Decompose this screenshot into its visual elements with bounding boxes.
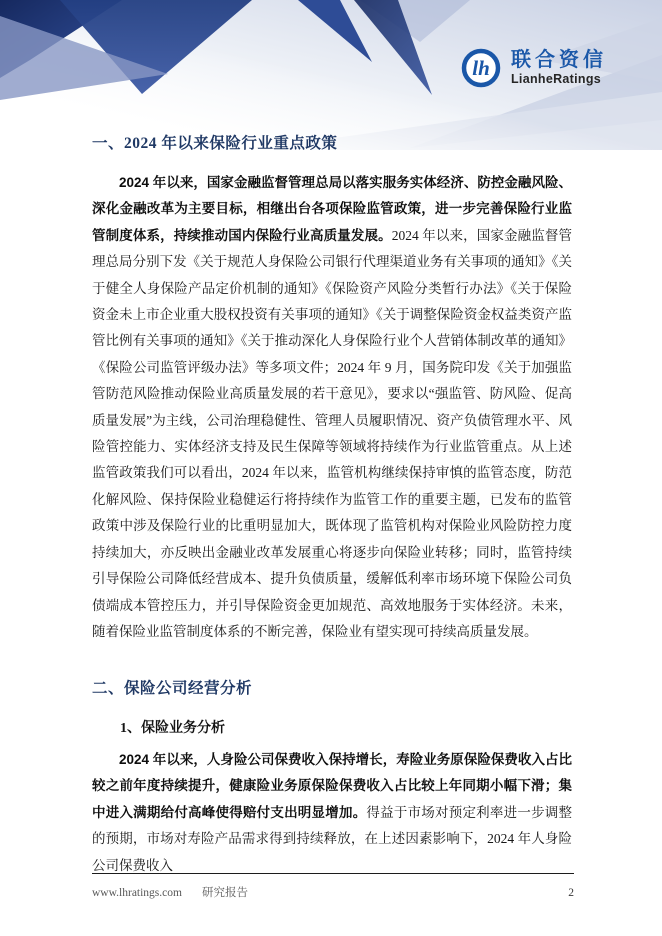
section-2-paragraph [92, 747, 572, 879]
logo-english-name: LianheRatings [511, 72, 602, 87]
page-footer [92, 884, 574, 900]
page-number: 2 [568, 887, 574, 899]
company-logo [460, 47, 607, 89]
footer-separator [92, 873, 574, 874]
svg-text:lh: lh [472, 56, 490, 80]
footer-report-label: 研究报告 [201, 887, 248, 899]
section-2-paragraph-bold-text: 2024 年以来，人身险公司保费收入保持增长，寿险业务原保险保费收入占比较之前年度持续提升，健康险业务原保险保费收入占比较上年同期小幅下滑；集中进入满期给付高峰使得赔付支出明显增加。 [92, 752, 572, 820]
section-1-heading: 一、2024 年以来保险行业重点政策 [92, 135, 338, 152]
header-decoration [0, 0, 662, 150]
section-1-paragraph-bold-text: 2024 年以来，国家金融监督管理总局以落实服务实体经济、防控金融风险、深化金融改革为主要目标，相继出台各项保险监管政策，进一步完善保险行业监管制度体系，持续推动国内保险行业高质量发展。 [92, 175, 572, 243]
section-2-subheading: 1、保险业务分析 [120, 721, 225, 736]
logo-chinese-name: 联合资信 [511, 49, 607, 72]
section-1-paragraph-regular-text: 2024 年以来，国家金融监督管理总局分别下发《关于规范人身保险公司银行代理渠道业务有关事项的通知》《关于健全人身保险产品定价机制的通知》《保险资产风险分类暂行办法》《关于保险资金未上市企业重大股权投资有关事项的通知》《关于调整保险资金权益类资产监管比例有关事项的通知》《关于推动深化人身保险行业个人营销体制改革的通知》《保险公司监管评级办法》等多项文件；2024 年 9 月，国务院印发《关于加强监管防范风险推动保险业高质量发展的若干意见》，要求以“强监管、防风险、促高质量发展”为主线，公司治理稳健性、管理人员履职情况、资产负债管理水平、风险管控能力、实体经济支持及民生保障等领域将持续作为行业监管重点。从上述监管政策我们可以看出，2024 年以来，监管机构继续保持审慎的监管态度，防范化解风险、保持保险业稳健运行将持续作为监管工作的重要主题，已发布的监管政策中涉及保险行业的比重明显加大，既体现了监管机构对保险业风险防控力度持续加大，亦反映出金融业改革发展重心将逐步向保险业转移；同时，监管持续引导保险公司降低经营成本、提升负债质量，缓解低利率市场环境下保险公司负债端成本管控压力，并引导保险资金更加规范、高效地服务于实体经济。未来，随着保险业监管制度体系的不断完善，保险业有望实现可持续高质量发展。 [92, 227, 572, 639]
section-1-paragraph [92, 170, 572, 645]
lianhe-ratings-logo-icon [460, 47, 502, 89]
section-2-paragraph-regular-text: 得益于市场对预定利率进一步调整的预期，市场对寿险产品需求得到持续释放，在上述因素影响下，2024 年人身险公司保费收入 [92, 804, 573, 873]
logo-text [511, 49, 607, 87]
footer-website-link[interactable]: www.lhratings.com [92, 887, 182, 899]
section-2-heading: 二、保险公司经营分析 [92, 680, 253, 697]
